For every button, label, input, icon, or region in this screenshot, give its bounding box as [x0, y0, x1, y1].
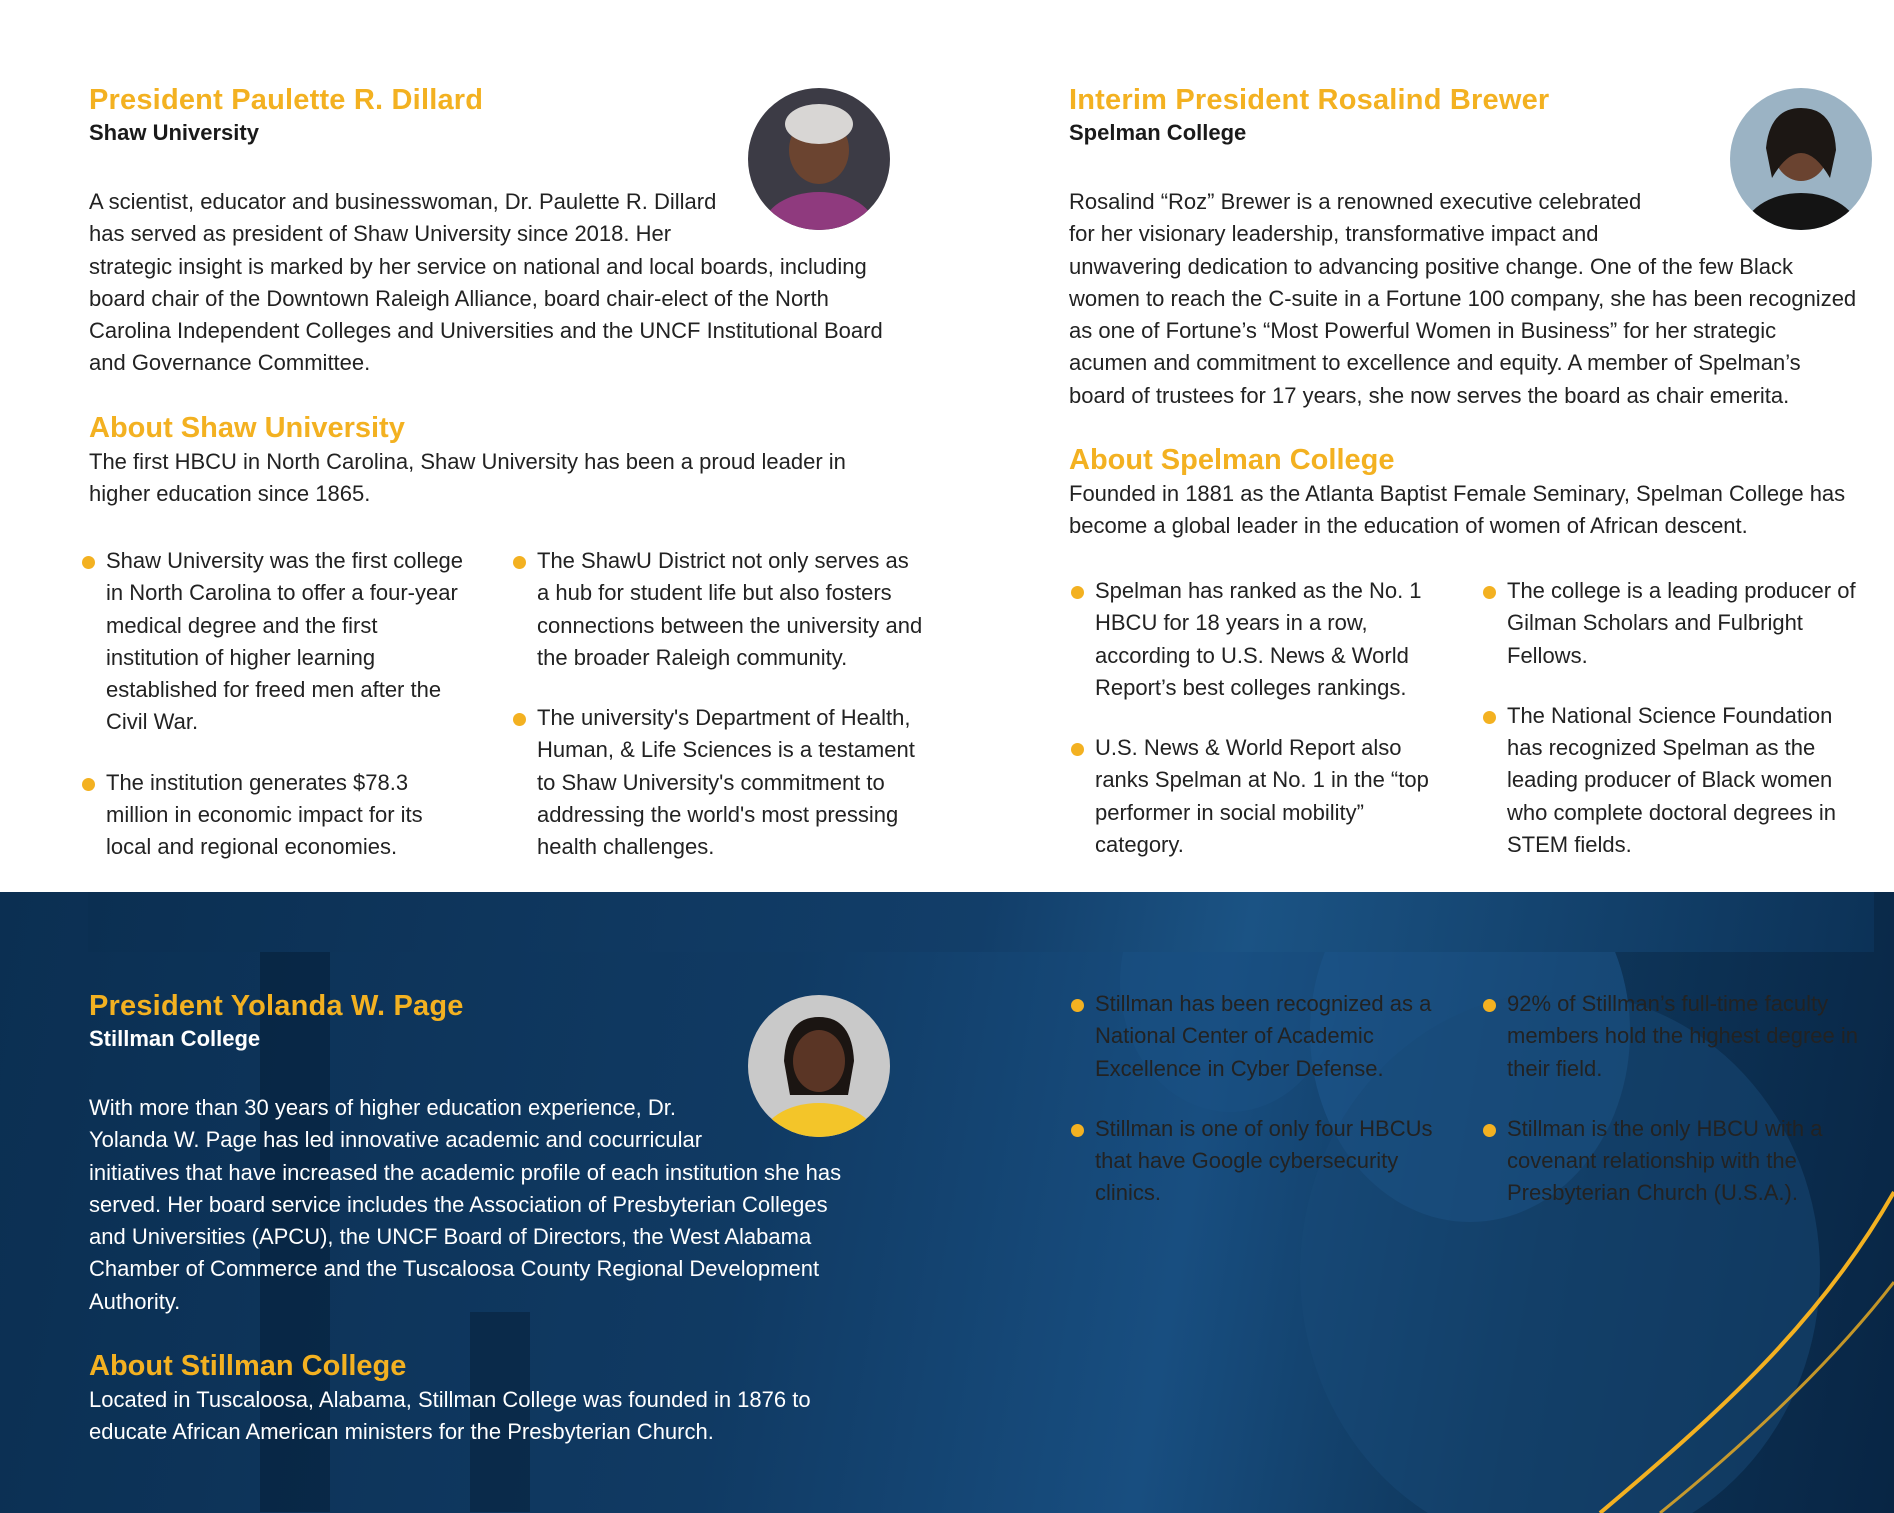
bullet-dot-icon — [82, 778, 95, 791]
bullet-dot-icon — [513, 556, 526, 569]
about-spelman-text: Founded in 1881 as the Atlanta Baptist Female Seminary, Spelman College has become a global leader in the education of women of African descent. — [1069, 481, 1846, 539]
dillard-portrait — [748, 88, 890, 230]
list-item: The college is a leading producer of Gilman Scholars and Fulbright Fellows. — [1483, 575, 1863, 672]
list-item: The National Science Foundation has recognized Spelman as the leading producer of Black women who complete doctoral degrees in STEM fields. — [1483, 700, 1863, 861]
bullet-dot-icon — [82, 556, 95, 569]
list-item: Stillman is the only HBCU with a covenant relationship with the Presbyterian Church (U.S.A.). — [1483, 1113, 1873, 1210]
list-item: Shaw University was the first college in North Carolina to offer a four-year medical degree and the first institution of higher learning established for freed men after the Civil War. — [82, 545, 467, 739]
page-portrait — [748, 995, 890, 1137]
stillman-bullets-right — [1483, 988, 1873, 1238]
brewer-portrait — [1730, 88, 1872, 230]
bullet-dot-icon — [1483, 586, 1496, 599]
bullet-dot-icon — [1071, 586, 1084, 599]
shaw-bullets-right — [513, 545, 923, 892]
page-bio: With more than 30 years of higher education experience, Dr. Yolanda W. Page has led innovative academic and cocurricular initiatives that have increased the academic profile of each institution she has served. Her board service includes the Association of Presbyterian Colleges and Universities (APCU), the UNCF Board of Directors, the West Alabama Chamber of Commerce and the Tuscaloosa County Regional Development Authority. — [89, 1095, 842, 1314]
list-item: 92% of Stillman’s full-time faculty members hold the highest degree in their field. — [1483, 988, 1873, 1085]
about-stillman-heading: About Stillman College — [89, 1350, 407, 1383]
portrait-image — [748, 995, 890, 1137]
about-stillman-text: Located in Tuscaloosa, Alabama, Stillman College was founded in 1876 to educate African American ministers for the Presbyterian Church. — [89, 1387, 811, 1445]
stillman-bullets-left — [1071, 988, 1446, 1238]
bullet-dot-icon — [513, 713, 526, 726]
list-item: The ShawU District not only serves as a hub for student life but also fosters connections between the university and the broader Raleigh community. — [513, 545, 923, 674]
bullet-dot-icon — [1071, 743, 1084, 756]
bullet-dot-icon — [1071, 1124, 1084, 1137]
shaw-bullets-left — [82, 545, 467, 892]
bullet-dot-icon — [1071, 999, 1084, 1012]
about-shaw-text: The first HBCU in North Carolina, Shaw University has been a proud leader in higher education since 1865. — [89, 448, 846, 507]
about-shaw-heading: About Shaw University — [89, 411, 405, 444]
brewer-name: Interim President Rosalind Brewer — [1069, 84, 1550, 116]
list-item: U.S. News & World Report also ranks Spelman at No. 1 in the “top performer in social mobility” category. — [1071, 732, 1436, 861]
stillman-background-top — [88, 892, 1874, 952]
portrait-image — [1730, 88, 1872, 230]
dillard-bio: A scientist, educator and businesswoman, Dr. Paulette R. Dillard has served as president of Shaw University since 2018. Her strategic insight is marked by her service on national and local boards, including board chair of the Downtown Raleigh Alliance, board chair-elect of the North Carolina Independent Colleges and Universities and the UNCF Institutional Board and Governance Committee. — [89, 189, 883, 376]
dillard-name: President Paulette R. Dillard — [89, 84, 484, 116]
list-item: The university's Department of Health, Human, & Life Sciences is a testament to Shaw University's commitment to addressing the world's most pressing health challenges. — [513, 702, 923, 863]
list-item: Stillman is one of only four HBCUs that have Google cybersecurity clinics. — [1071, 1113, 1446, 1210]
page-name: President Yolanda W. Page — [89, 990, 464, 1022]
bullet-dot-icon — [1483, 1124, 1496, 1137]
list-item: The institution generates $78.3 million in economic impact for its local and regional economies. — [82, 767, 467, 864]
spelman-bullets-left — [1071, 575, 1436, 889]
spelman-bullets-right — [1483, 575, 1863, 889]
bullet-dot-icon — [1483, 711, 1496, 724]
about-spelman-heading: About Spelman College — [1069, 444, 1395, 477]
list-item: Spelman has ranked as the No. 1 HBCU for 18 years in a row, according to U.S. News & World Report’s best colleges rankings. — [1071, 575, 1436, 704]
brewer-school: Spelman College — [1069, 120, 1247, 145]
page-school: Stillman College — [89, 1026, 261, 1051]
dillard-school: Shaw University — [89, 120, 259, 145]
list-item: Stillman has been recognized as a National Center of Academic Excellence in Cyber Defense. — [1071, 988, 1446, 1085]
brewer-bio: Rosalind “Roz” Brewer is a renowned executive celebrated for her visionary leadership, transformative impact and unwavering dedication to advancing positive change. One of the few Black women to reach the C-suite in a Fortune 100 company, she has been recognized as one of Fortune’s “Most Powerful Women in Business” for her strategic acumen and commitment to excellence and equity. A member of Spelman’s board of trustees for 17 years, she now serves the board as chair emerita. — [1069, 189, 1857, 408]
bullet-dot-icon — [1483, 999, 1496, 1012]
portrait-image — [748, 88, 890, 230]
